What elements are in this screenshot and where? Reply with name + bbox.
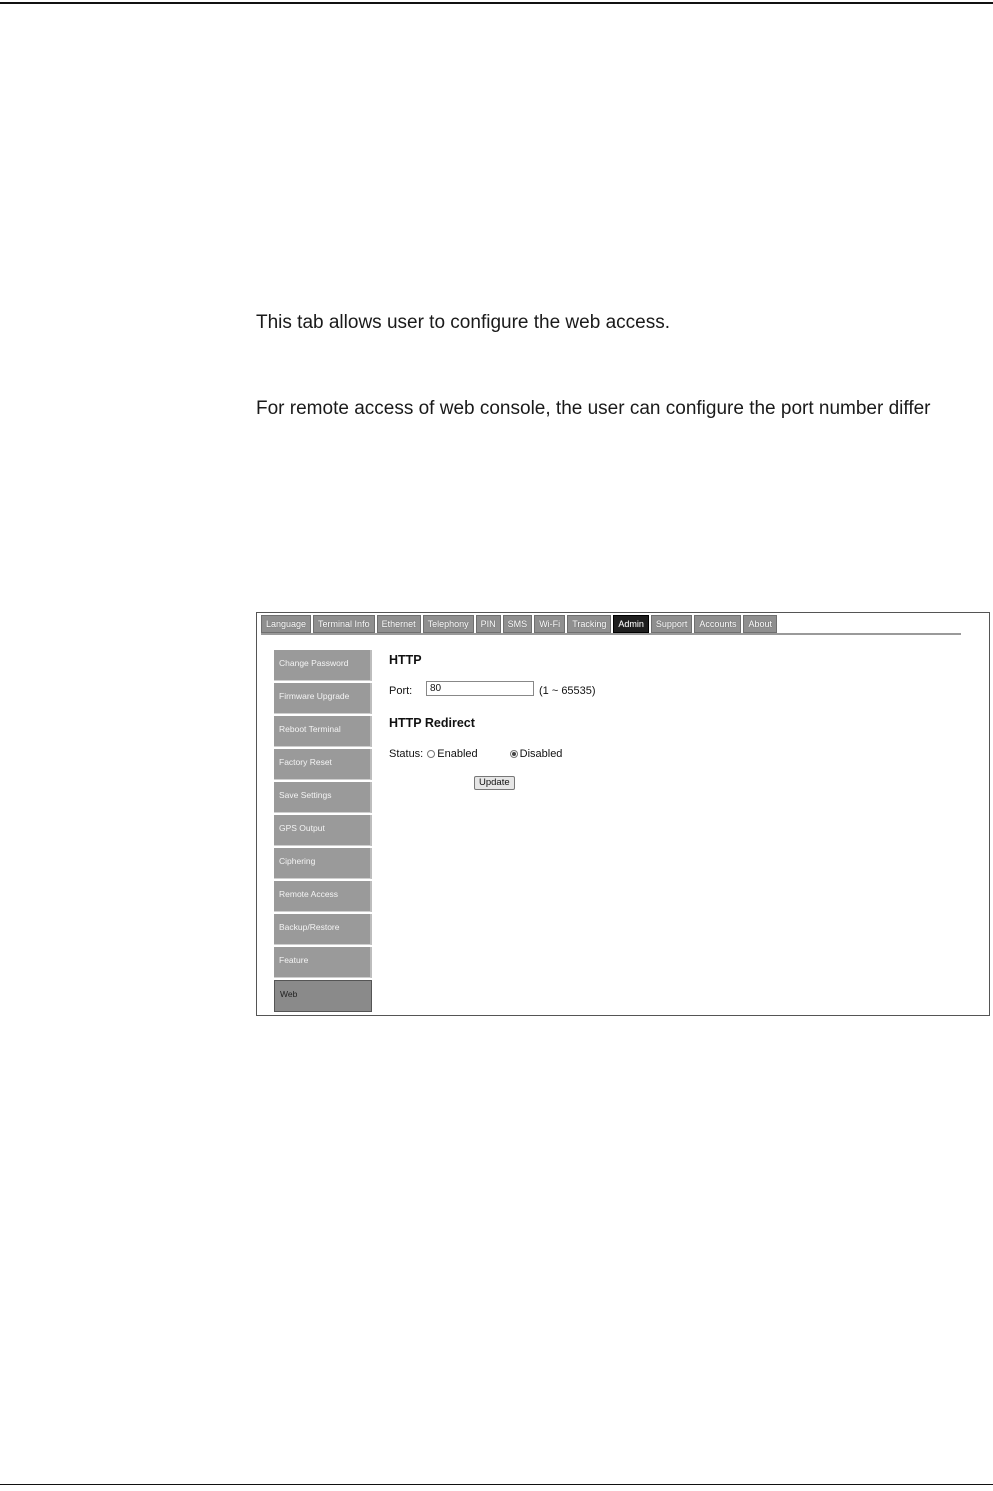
admin-sidebar <box>274 650 372 1014</box>
disabled-label: Disabled <box>519 748 563 760</box>
update-button[interactable]: Update <box>474 776 515 790</box>
web-console-screenshot <box>256 612 990 1016</box>
tab-pin[interactable]: PIN <box>476 615 501 633</box>
tab-admin[interactable]: Admin <box>613 615 649 633</box>
tab-accounts[interactable]: Accounts <box>694 615 741 633</box>
tab-bar-underline <box>261 633 961 635</box>
sidebar-item-feature[interactable]: Feature <box>274 947 372 978</box>
sidebar-item-change-password[interactable]: Change Password <box>274 650 372 681</box>
tab-sms[interactable]: SMS <box>503 615 533 633</box>
sidebar-item-reboot-terminal[interactable]: Reboot Terminal <box>274 716 372 747</box>
tab-language[interactable]: Language <box>261 615 311 633</box>
sidebar-item-gps-output[interactable]: GPS Output <box>274 815 372 846</box>
tab-tracking[interactable]: Tracking <box>567 615 611 633</box>
sidebar-item-backup-restore[interactable]: Backup/Restore <box>274 914 372 945</box>
port-label: Port: <box>389 685 413 697</box>
remote-access-paragraph: For remote access of web console, the user can configure the port number differ <box>256 398 931 419</box>
disabled-radio[interactable] <box>510 750 518 758</box>
main-tab-bar <box>261 615 961 633</box>
status-label: Status: <box>389 748 424 760</box>
redirect-status-row <box>389 748 562 760</box>
enabled-radio[interactable] <box>427 750 435 758</box>
tab-ethernet[interactable]: Ethernet <box>377 615 421 633</box>
http-heading: HTTP <box>389 653 422 667</box>
page-top-rule <box>0 2 993 4</box>
tab-terminal-info[interactable]: Terminal Info <box>313 615 375 633</box>
sidebar-item-remote-access[interactable]: Remote Access <box>274 881 372 912</box>
intro-paragraph: This tab allows user to configure the web access. <box>256 312 670 333</box>
tab-support[interactable]: Support <box>651 615 693 633</box>
sidebar-item-web[interactable]: Web <box>274 980 372 1012</box>
enabled-label: Enabled <box>437 748 478 760</box>
page-bottom-rule <box>0 1484 993 1485</box>
sidebar-item-ciphering[interactable]: Ciphering <box>274 848 372 879</box>
http-redirect-heading: HTTP Redirect <box>389 716 475 730</box>
tab-about[interactable]: About <box>743 615 777 633</box>
tab-wi-fi[interactable]: Wi-Fi <box>534 615 565 633</box>
port-range-hint: (1 ~ 65535) <box>539 685 596 697</box>
sidebar-item-factory-reset[interactable]: Factory Reset <box>274 749 372 780</box>
port-input[interactable] <box>426 681 534 696</box>
sidebar-item-firmware-upgrade[interactable]: Firmware Upgrade <box>274 683 372 714</box>
sidebar-item-save-settings[interactable]: Save Settings <box>274 782 372 813</box>
tab-telephony[interactable]: Telephony <box>423 615 474 633</box>
